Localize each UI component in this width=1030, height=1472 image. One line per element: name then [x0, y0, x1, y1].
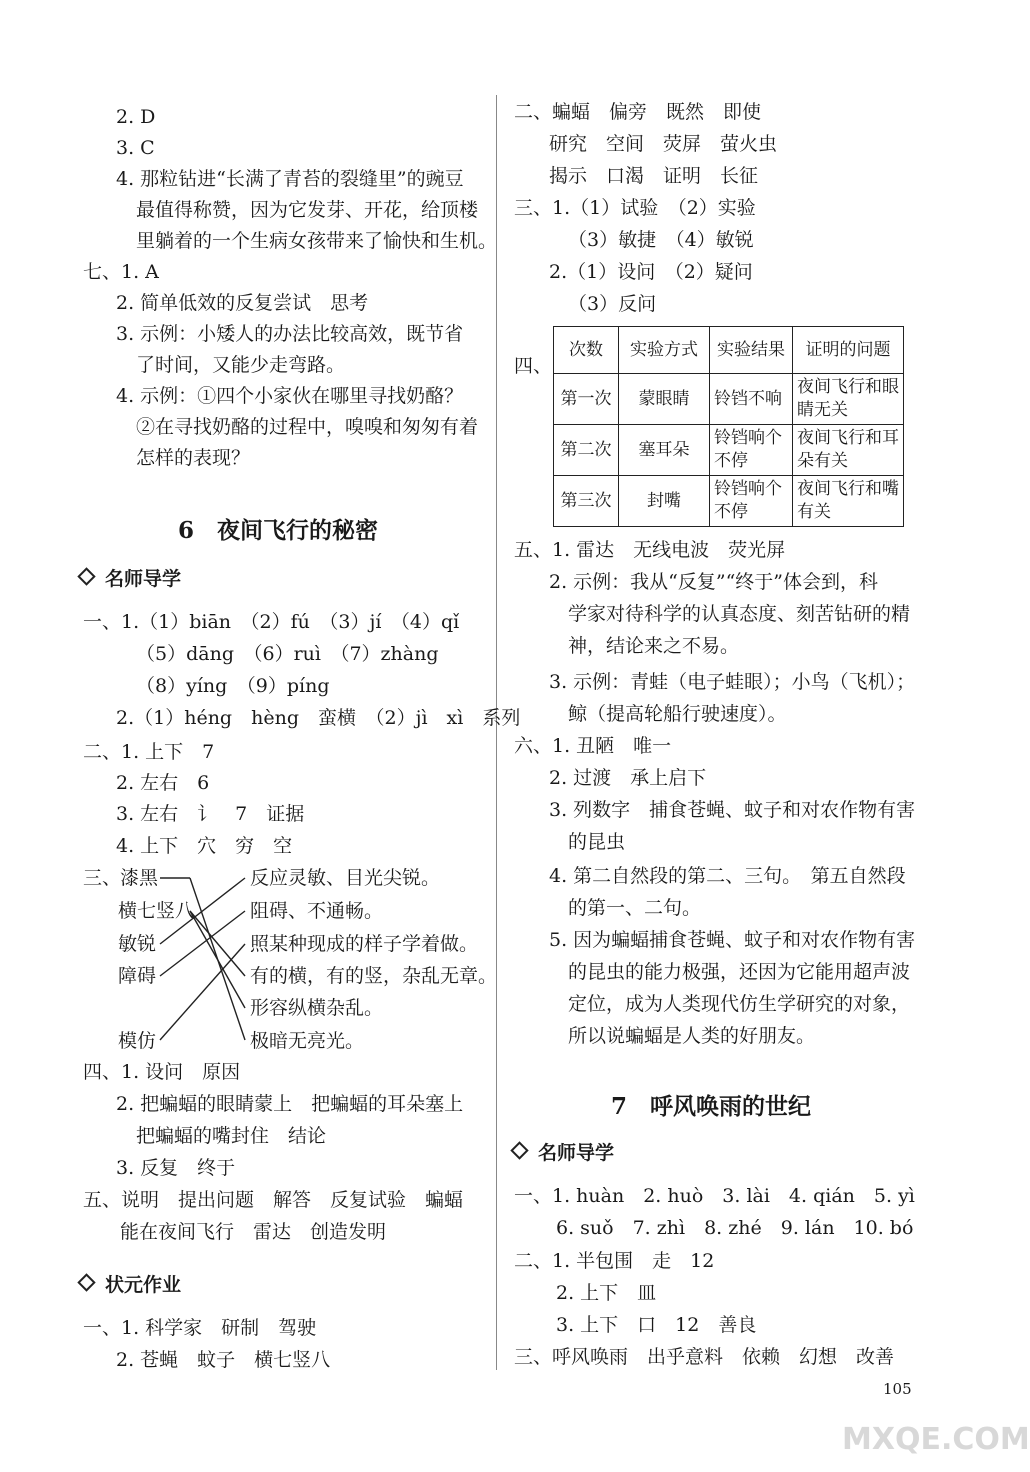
match-right-word: 有的横，有的竖，杂乱无章。 — [250, 965, 498, 987]
answer-line: 三、1.（1）试验 （2）实验 — [514, 197, 756, 219]
answer-line: 揭示 口渴 证明 长征 — [549, 165, 759, 187]
answer-line: 2. 左右 6 — [116, 772, 210, 794]
answer-line: 了时间，又能少走弯路。 — [136, 354, 346, 376]
match-left-word: 横七竖八 — [118, 900, 195, 922]
table-cell: 铃铛响个不停 — [710, 425, 793, 476]
answer-line: （3）敏捷 （4）敏锐 — [568, 229, 754, 251]
answer-line: （5）dāng （6）ruì （7）zhàng — [136, 643, 439, 665]
match-line — [190, 911, 245, 1008]
answer-line: 3. 示例：小矮人的办法比较高效，既节省 — [116, 323, 464, 345]
answer-line: 的昆虫 — [568, 831, 626, 853]
answer-line: 学家对待科学的认真态度、刻苦钻研的精 — [568, 603, 911, 625]
answer-line: 里躺着的一个生病女孩带来了愉快和生机。 — [136, 230, 498, 252]
answer-line: 3. 列数字 捕食苍蝇、蚊子和对农作物有害 — [549, 799, 916, 821]
table-cell: 第三次 — [554, 476, 619, 527]
experiment-table — [553, 326, 904, 527]
match-right-word: 阻碍、不通畅。 — [250, 900, 384, 922]
answer-line: 一、1. huàn 2. huò 3. lài 4. qián 5. yì — [514, 1185, 915, 1207]
table-cell: 封嘴 — [619, 476, 710, 527]
table-cell: 铃铛不响 — [710, 374, 793, 425]
table-header-row — [554, 327, 904, 374]
answer-line: 研究 空间 荧屏 萤火虫 — [549, 133, 778, 155]
answer-line: 所以说蝙蝠是人类的好朋友。 — [568, 1025, 816, 1047]
chapter-7-title: 7 呼风唤雨的世纪 — [611, 1093, 812, 1120]
table-cell: 夜间飞行和眼睛无关 — [793, 374, 904, 425]
table-row — [554, 425, 904, 476]
watermark-logo: MXQE.COM — [842, 1422, 1030, 1457]
diamond-icon — [510, 1141, 528, 1159]
answer-line: 3. 反复 终于 — [116, 1157, 236, 1179]
answer-line: 三、呼风唤雨 出乎意料 依赖 幻想 改善 — [514, 1346, 895, 1368]
answer-line: 5. 因为蝙蝠捕食苍蝇、蚊子和对农作物有害 — [549, 929, 916, 951]
table-cell: 塞耳朵 — [619, 425, 710, 476]
answer-line: 二、1. 半包围 走 12 — [514, 1250, 715, 1272]
match-left-word: 模仿 — [118, 1030, 157, 1052]
answer-line: 2. 过渡 承上启下 — [549, 767, 707, 789]
answer-line: 2. 上下 皿 — [556, 1282, 657, 1304]
match-left-word: 障碍 — [118, 965, 157, 987]
match-left-word: 漆黑 — [120, 867, 159, 889]
answer-line: 3. 示例：青蛙（电子蛙眼）；小鸟（飞机）； — [549, 671, 916, 693]
table-row — [554, 476, 904, 527]
answer-line: 的第一、二句。 — [568, 897, 702, 919]
answer-line: 怎样的表现？ — [136, 447, 251, 469]
table-header: 实验方式 — [619, 327, 710, 374]
answer-line: 6. suǒ 7. zhì 8. zhé 9. lán 10. bó — [556, 1217, 914, 1239]
table-cell: 蒙眼睛 — [619, 374, 710, 425]
answer-line: 4. 示例：①四个小家伙在哪里寻找奶酪？ — [116, 385, 464, 407]
match-right-word: 极暗无亮光。 — [250, 1030, 365, 1052]
chapter-6-title: 6 夜间飞行的秘密 — [178, 517, 379, 544]
answer-line: 3. 上下 口 12 善良 — [556, 1314, 757, 1336]
question-label: 三、 — [83, 867, 122, 889]
answer-line: 把蝙蝠的嘴封住 结论 — [136, 1125, 327, 1147]
answer-line: 最值得称赞，因为它发芽、开花，给顶楼 — [136, 199, 479, 221]
answer-line: （8）yíng （9）píng — [136, 675, 330, 697]
answer-line: ②在寻找奶酪的过程中，嗅嗅和匆匆有着 — [136, 416, 479, 438]
page-number: 105 — [883, 1380, 912, 1398]
table-row — [554, 374, 904, 425]
answer-line: 鲸（提高轮船行驶速度）。 — [568, 703, 787, 725]
answer-line: 2. 苍蝇 蚊子 横七竖八 — [116, 1349, 331, 1371]
question-label: 四、 — [514, 355, 553, 377]
answer-line: 神，结论来之不易。 — [568, 635, 740, 657]
answer-line: 一、1. 科学家 研制 驾驶 — [83, 1317, 317, 1339]
answer-line: 能在夜间飞行 雷达 创造发明 — [120, 1221, 387, 1243]
match-right-word: 形容纵横杂乱。 — [250, 997, 384, 1019]
answer-line: 定位，成为人类现代仿生学研究的对象， — [568, 993, 911, 1015]
match-right-word: 照某种现成的样子学着做。 — [250, 933, 479, 955]
answer-line: 的昆虫的能力极强，还因为它能用超声波 — [568, 961, 911, 983]
answer-line: 一、1.（1）biān （2）fú （3）jí （4）qǐ — [83, 611, 460, 633]
answer-line: 2.（1）héng hèng 蛮横 （2）jì xì 系列 — [116, 707, 521, 729]
answer-line: 2. 示例：我从“反复”“终于”体会到，科 — [549, 571, 879, 593]
answer-line: 六、1. 丑陋 唯一 — [514, 735, 672, 757]
answer-line: 五、说明 提出问题 解答 反复试验 蝙蝠 — [83, 1189, 464, 1211]
table-header: 次数 — [554, 327, 619, 374]
answer-line: 2. D — [116, 106, 156, 128]
answer-line: 2.（1）设问 （2）疑问 — [549, 261, 753, 283]
match-line — [160, 944, 245, 1040]
answer-line: 四、1. 设问 原因 — [83, 1061, 241, 1083]
section-heading: 状元作业 — [80, 1270, 181, 1297]
section-heading: 名师导学 — [80, 564, 181, 591]
table-cell: 夜间飞行和耳朵有关 — [793, 425, 904, 476]
answer-line: 4. 那粒钻进“长满了青苔的裂缝里”的豌豆 — [116, 168, 464, 190]
table-cell: 铃铛响个不停 — [710, 476, 793, 527]
diamond-icon — [77, 1273, 95, 1291]
answer-line: 二、1. 上下 7 — [83, 741, 215, 763]
match-right-word: 反应灵敏、目光尖锐。 — [250, 867, 441, 889]
table-cell: 夜间飞行和嘴有关 — [793, 476, 904, 527]
answer-line: 2. 简单低效的反复尝试 思考 — [116, 292, 369, 314]
answer-line: 4. 第二自然段的第二、三句。 第五自然段 — [549, 865, 906, 887]
answer-line: 二、蝙蝠 偏旁 既然 即使 — [514, 101, 762, 123]
table-header: 证明的问题 — [793, 327, 904, 374]
table-cell: 第一次 — [554, 374, 619, 425]
match-line — [190, 911, 245, 976]
answer-line: 3. 左右 讠 7 证据 — [116, 803, 305, 825]
answer-line: 2. 把蝙蝠的眼睛蒙上 把蝙蝠的耳朵塞上 — [116, 1093, 464, 1115]
answer-line: 4. 上下 穴 穷 空 — [116, 835, 293, 857]
match-left-word: 敏锐 — [118, 933, 157, 955]
answer-line: 3. C — [116, 137, 155, 159]
answer-line: 五、1. 雷达 无线电波 荧光屏 — [514, 539, 786, 561]
table-cell: 第二次 — [554, 425, 619, 476]
match-line — [160, 911, 245, 976]
table-header: 实验结果 — [710, 327, 793, 374]
section-heading: 名师导学 — [513, 1138, 614, 1165]
answer-line: （3）反问 — [568, 293, 657, 315]
answer-line: 七、1. A — [83, 261, 159, 283]
